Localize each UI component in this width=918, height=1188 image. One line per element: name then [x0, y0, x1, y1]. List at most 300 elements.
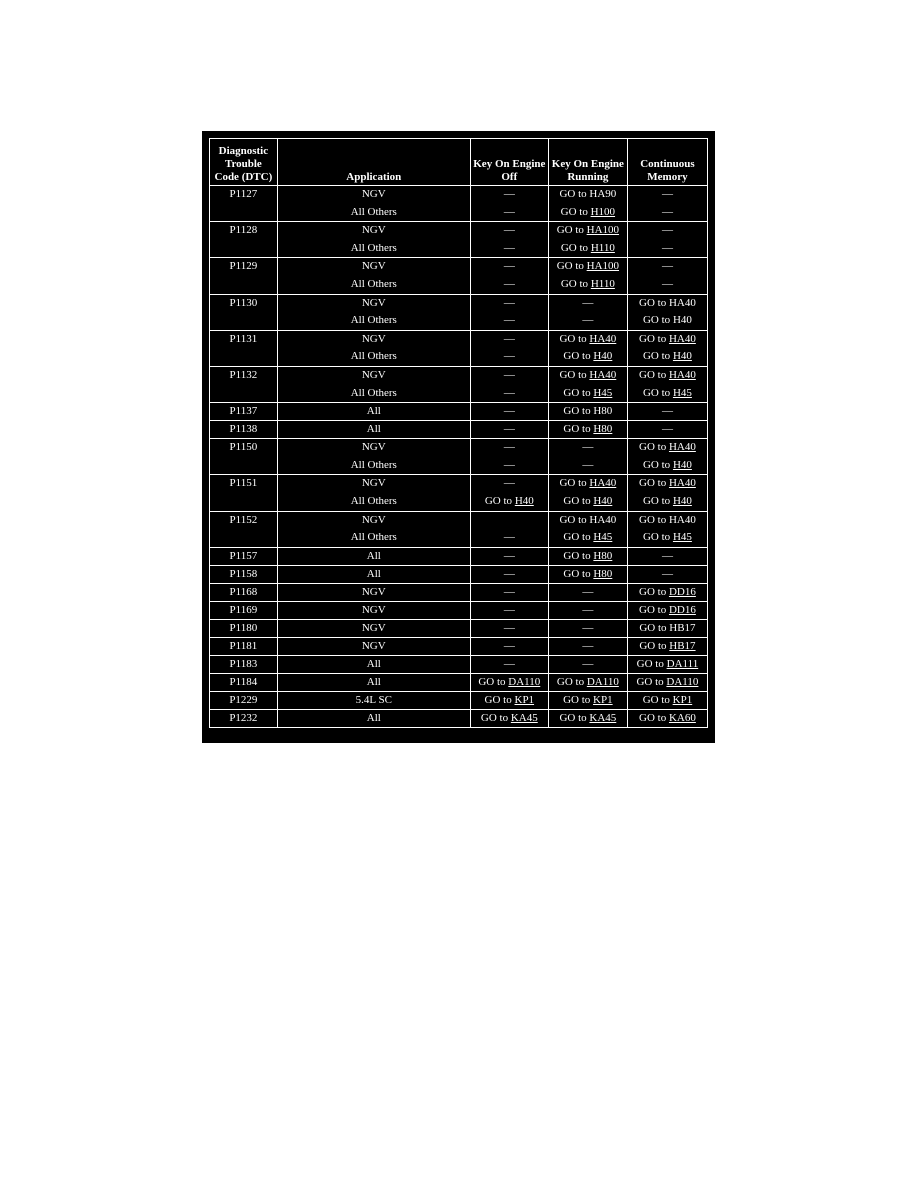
- dash-value: —: [503, 205, 515, 218]
- pinpoint-test-link[interactable]: HB17: [669, 639, 696, 652]
- application-cell: [277, 655, 470, 673]
- key-on-engine-running-cell: [548, 511, 627, 547]
- key-on-engine-off-line: [504, 640, 515, 652]
- table-row: [210, 258, 708, 294]
- go-to-label: GO to: [639, 477, 669, 490]
- pinpoint-test-link[interactable]: HA40: [668, 368, 696, 381]
- continuous-memory-line: [630, 258, 705, 276]
- pinpoint-test-link[interactable]: HA40: [668, 296, 696, 309]
- key-on-engine-running-line: [551, 439, 625, 457]
- continuous-memory-line: [630, 312, 705, 330]
- key-on-engine-running-line: [582, 640, 593, 652]
- dash-value: —: [503, 314, 515, 327]
- continuous-memory-cell: [627, 673, 707, 691]
- go-to-label: GO to: [478, 675, 509, 688]
- key-on-engine-running-line: [582, 586, 593, 598]
- application-cell: [277, 601, 470, 619]
- go-to-label: GO to: [560, 205, 591, 218]
- key-on-engine-running-line: [582, 622, 593, 634]
- key-on-engine-running-line: [551, 385, 625, 403]
- key-on-engine-running-cell: [548, 439, 627, 475]
- application-value: All: [366, 549, 381, 562]
- key-on-engine-running-line: [551, 493, 625, 511]
- dtc-code: P1129: [229, 260, 258, 273]
- continuous-memory-line: [639, 640, 695, 652]
- go-to-label: GO to: [639, 332, 669, 345]
- application-value: NGV: [361, 296, 386, 309]
- go-to-label: GO to: [642, 386, 673, 399]
- key-on-engine-running-line: [551, 457, 625, 475]
- key-on-engine-running-cell: [548, 366, 627, 402]
- table-row: [210, 673, 708, 691]
- pinpoint-test-link[interactable]: DD16: [668, 603, 696, 616]
- key-on-engine-off-line: [504, 622, 515, 634]
- application-value: NGV: [361, 224, 386, 237]
- go-to-label: GO to: [642, 531, 673, 544]
- pinpoint-test-link[interactable]: H40: [672, 350, 692, 363]
- key-on-engine-running-cell: [548, 403, 627, 421]
- go-to-label: GO to: [642, 314, 673, 327]
- go-to-label: GO to: [639, 441, 669, 454]
- continuous-memory-cell: [627, 619, 707, 637]
- continuous-memory-line: [630, 475, 705, 493]
- key-on-engine-off-line: [485, 694, 535, 706]
- continuous-memory-line: [662, 568, 673, 580]
- pinpoint-test-link[interactable]: HA40: [589, 513, 617, 526]
- pinpoint-test-link[interactable]: H100: [590, 205, 616, 218]
- dash-value: —: [503, 332, 515, 345]
- pinpoint-test-link[interactable]: KP1: [593, 693, 613, 706]
- go-to-label: GO to: [563, 567, 594, 580]
- header-key-on-engine-running: Key On Engine Running: [548, 139, 627, 186]
- dash-value: —: [582, 441, 594, 454]
- dtc-code-cell: [210, 583, 278, 601]
- table-row: [210, 366, 708, 402]
- go-to-label: GO to: [559, 188, 590, 200]
- pinpoint-test-link[interactable]: H110: [590, 241, 615, 254]
- dash-value: —: [503, 621, 515, 634]
- key-on-engine-running-cell: [548, 421, 627, 439]
- continuous-memory-cell: [627, 366, 707, 402]
- pinpoint-test-link[interactable]: H40: [672, 314, 692, 327]
- continuous-memory-cell: [627, 601, 707, 619]
- dash-value: —: [503, 188, 515, 200]
- dtc-code: P1158: [229, 567, 258, 580]
- continuous-memory-cell: [627, 421, 707, 439]
- go-to-label: GO to: [559, 477, 590, 490]
- pinpoint-test-link[interactable]: H45: [593, 386, 613, 399]
- dtc-code: P1152: [229, 513, 258, 526]
- dtc-code-cell: [210, 655, 278, 673]
- application-value: NGV: [361, 188, 386, 200]
- key-on-engine-off-line: [504, 604, 515, 616]
- pinpoint-test-link[interactable]: H45: [593, 531, 613, 544]
- application-value: All: [366, 405, 381, 418]
- pinpoint-test-link[interactable]: KA45: [589, 711, 617, 724]
- table-row: [210, 619, 708, 637]
- key-on-engine-off-line: [473, 529, 546, 547]
- dash-value: —: [503, 386, 515, 399]
- pinpoint-test-link[interactable]: H40: [672, 458, 692, 471]
- dash-value: —: [503, 477, 515, 490]
- continuous-memory-cell: [627, 709, 707, 727]
- application-cell: [277, 709, 470, 727]
- key-on-engine-running-cell: [548, 691, 627, 709]
- go-to-label: GO to: [639, 296, 669, 309]
- dash-value: —: [582, 621, 594, 634]
- dtc-code-cell: [210, 186, 278, 222]
- key-on-engine-off-line: [504, 586, 515, 598]
- continuous-memory-line: [643, 694, 693, 706]
- application-value: NGV: [361, 603, 386, 616]
- dash-value: —: [503, 458, 515, 471]
- key-on-engine-running-line: [557, 676, 619, 688]
- pinpoint-test-link[interactable]: HA40: [589, 332, 617, 345]
- application-value: All Others: [350, 458, 397, 471]
- pinpoint-test-link[interactable]: HA100: [586, 260, 620, 273]
- dash-value: —: [582, 657, 594, 670]
- header-application: Application: [277, 139, 470, 186]
- key-on-engine-off-cell: [470, 583, 548, 601]
- dash-value: —: [503, 224, 515, 237]
- dtc-code: P1229: [229, 693, 258, 706]
- table-row: [210, 294, 708, 330]
- key-on-engine-off-cell: [470, 186, 548, 222]
- continuous-memory-cell: [627, 655, 707, 673]
- application-cell: [277, 475, 470, 511]
- pinpoint-test-link[interactable]: HA40: [668, 513, 696, 526]
- application-cell: [277, 673, 470, 691]
- pinpoint-test-link[interactable]: H40: [593, 494, 613, 507]
- pinpoint-test-link[interactable]: HA40: [668, 441, 696, 454]
- dash-value: —: [503, 531, 515, 544]
- continuous-memory-line: [630, 204, 705, 222]
- application-cell: [277, 619, 470, 637]
- key-on-engine-off-line: [504, 423, 515, 435]
- key-on-engine-running-line: [582, 604, 593, 616]
- key-on-engine-off-cell: [470, 619, 548, 637]
- pinpoint-test-link[interactable]: KP1: [514, 693, 535, 706]
- key-on-engine-off-line: [504, 405, 515, 417]
- application-value: All Others: [350, 350, 397, 363]
- application-cell: [277, 637, 470, 655]
- continuous-memory-line: [630, 276, 705, 294]
- key-on-engine-off-line: [473, 295, 546, 313]
- key-on-engine-off-cell: [470, 258, 548, 294]
- key-on-engine-running-line: [551, 475, 625, 493]
- dash-value: —: [582, 296, 594, 309]
- dtc-code-cell: [210, 439, 278, 475]
- dtc-code-cell: [210, 601, 278, 619]
- key-on-engine-off-cell: [470, 565, 548, 583]
- dtc-code: P1132: [229, 368, 258, 381]
- go-to-label: GO to: [639, 711, 669, 724]
- dash-value: —: [661, 205, 673, 218]
- key-on-engine-running-line: [582, 658, 593, 670]
- pinpoint-test-link[interactable]: KP1: [672, 693, 693, 706]
- key-on-engine-running-cell: [548, 547, 627, 565]
- pinpoint-test-link[interactable]: H40: [593, 350, 613, 363]
- continuous-memory-cell: [627, 330, 707, 366]
- go-to-label: GO to: [559, 368, 590, 381]
- dtc-code-cell: [210, 222, 278, 258]
- continuous-memory-cell: [627, 547, 707, 565]
- dtc-code: P1128: [229, 224, 258, 237]
- go-to-label: GO to: [563, 494, 594, 507]
- key-on-engine-off-line: [473, 222, 546, 240]
- continuous-memory-cell: [627, 439, 707, 475]
- go-to-label: GO to: [559, 332, 590, 345]
- continuous-memory-line: [639, 604, 696, 616]
- pinpoint-test-link[interactable]: H80: [593, 423, 613, 436]
- dtc-code: P1180: [229, 621, 258, 634]
- go-to-label: GO to: [642, 350, 673, 363]
- continuous-memory-cell: [627, 294, 707, 330]
- application-value: All Others: [350, 277, 397, 290]
- continuous-memory-line: [630, 240, 705, 258]
- pinpoint-test-link[interactable]: HA40: [668, 477, 696, 490]
- dash-value: —: [503, 260, 515, 273]
- dash-value: —: [503, 241, 515, 254]
- dash-value: —: [503, 423, 515, 436]
- pinpoint-test-link[interactable]: KA60: [668, 711, 696, 724]
- continuous-memory-cell: [627, 186, 707, 222]
- go-to-label: GO to: [480, 711, 511, 724]
- dtc-code: P1127: [229, 188, 258, 200]
- pinpoint-test-link[interactable]: H80: [593, 549, 613, 562]
- dtc-code: P1181: [229, 639, 258, 652]
- table-header-row: [210, 139, 708, 186]
- key-on-engine-off-line: [473, 348, 546, 366]
- dash-value: —: [661, 423, 673, 436]
- key-on-engine-running-cell: [548, 601, 627, 619]
- dtc-code-cell: [210, 673, 278, 691]
- pinpoint-test-link[interactable]: H45: [672, 531, 692, 544]
- go-to-label: GO to: [639, 513, 669, 526]
- go-to-label: GO to: [639, 621, 670, 634]
- dtc-code-cell: [210, 294, 278, 330]
- key-on-engine-running-line: [551, 331, 625, 349]
- key-on-engine-running-cell: [548, 294, 627, 330]
- table-row: [210, 565, 708, 583]
- pinpoint-test-link[interactable]: DA110: [586, 675, 619, 688]
- application-value: All: [366, 657, 381, 670]
- key-on-engine-running-line: [551, 276, 625, 294]
- application-value: All Others: [350, 531, 397, 544]
- pinpoint-test-link[interactable]: HA40: [589, 368, 617, 381]
- go-to-label: GO to: [563, 531, 594, 544]
- application-cell: [277, 547, 470, 565]
- application-value: All Others: [350, 386, 397, 399]
- go-to-label: GO to: [636, 675, 667, 688]
- key-on-engine-running-cell: [548, 673, 627, 691]
- application-cell: [277, 186, 470, 222]
- go-to-label: GO to: [560, 277, 591, 290]
- pinpoint-test-link[interactable]: HA40: [589, 477, 617, 490]
- dash-value: —: [661, 188, 673, 200]
- key-on-engine-off-line: [473, 258, 546, 276]
- table-row: [210, 547, 708, 565]
- pinpoint-test-link[interactable]: HB17: [669, 621, 696, 634]
- key-on-engine-running-line: [551, 258, 625, 276]
- pinpoint-test-link[interactable]: H80: [593, 567, 613, 580]
- key-on-engine-off-line: [473, 312, 546, 330]
- table-row: [210, 330, 708, 366]
- application-cell: [277, 583, 470, 601]
- table-row: [210, 601, 708, 619]
- key-on-engine-running-line: [551, 222, 625, 240]
- pinpoint-test-link[interactable]: DD16: [668, 585, 696, 598]
- key-on-engine-running-cell: [548, 258, 627, 294]
- dtc-code-cell: [210, 403, 278, 421]
- go-to-label: GO to: [556, 224, 587, 237]
- key-on-engine-off-cell: [470, 366, 548, 402]
- dash-value: —: [582, 314, 594, 327]
- pinpoint-test-link[interactable]: HA90: [589, 188, 617, 200]
- key-on-engine-off-cell: [470, 673, 548, 691]
- table-row: [210, 222, 708, 258]
- dtc-code-cell: [210, 619, 278, 637]
- key-on-engine-running-line: [563, 550, 612, 562]
- key-on-engine-off-line: [504, 568, 515, 580]
- application-value: All: [366, 567, 381, 580]
- key-on-engine-running-cell: [548, 475, 627, 511]
- application-value: All: [366, 423, 381, 436]
- pinpoint-test-link[interactable]: H40: [672, 494, 692, 507]
- application-value: NGV: [361, 260, 386, 273]
- key-on-engine-off-line: [473, 475, 546, 493]
- continuous-memory-cell: [627, 511, 707, 547]
- application-cell: [277, 511, 470, 547]
- key-on-engine-running-cell: [548, 655, 627, 673]
- table-row: [210, 403, 708, 421]
- go-to-label: GO to: [563, 693, 594, 706]
- continuous-memory-cell: [627, 691, 707, 709]
- pinpoint-test-link[interactable]: HA100: [586, 224, 620, 237]
- dtc-code-cell: [210, 421, 278, 439]
- application-cell: [277, 439, 470, 475]
- key-on-engine-running-cell: [548, 637, 627, 655]
- application-cell: [277, 366, 470, 402]
- pinpoint-test-link[interactable]: H40: [514, 494, 534, 507]
- key-on-engine-running-line: [551, 204, 625, 222]
- pinpoint-test-link[interactable]: H45: [672, 386, 692, 399]
- go-to-label: GO to: [636, 657, 667, 670]
- pinpoint-test-link[interactable]: DA110: [666, 675, 699, 688]
- key-on-engine-running-line: [551, 312, 625, 330]
- dtc-code: P1157: [229, 549, 258, 562]
- key-on-engine-running-cell: [548, 186, 627, 222]
- dtc-code: P1130: [229, 296, 258, 309]
- application-value: All: [366, 675, 381, 688]
- key-on-engine-running-line: [563, 568, 612, 580]
- dtc-code-cell: [210, 258, 278, 294]
- go-to-label: GO to: [556, 675, 587, 688]
- application-value: All Others: [350, 241, 397, 254]
- table-row: [210, 511, 708, 547]
- key-on-engine-off-cell: [470, 330, 548, 366]
- dtc-code-cell: [210, 547, 278, 565]
- table-row: [210, 475, 708, 511]
- application-cell: [277, 222, 470, 258]
- key-on-engine-off-cell: [470, 691, 548, 709]
- pinpoint-test-link[interactable]: H80: [593, 405, 613, 418]
- continuous-memory-cell: [627, 583, 707, 601]
- continuous-memory-line: [630, 512, 705, 530]
- key-on-engine-off-line: [473, 331, 546, 349]
- continuous-memory-line: [637, 658, 699, 670]
- table-row: [210, 691, 708, 709]
- dash-value: —: [503, 441, 515, 454]
- dash-value: —: [661, 277, 673, 290]
- dash-value: —: [503, 567, 515, 580]
- application-cell: [277, 258, 470, 294]
- key-on-engine-off-line: [473, 276, 546, 294]
- go-to-label: GO to: [639, 368, 669, 381]
- pinpoint-test-link[interactable]: H110: [590, 277, 615, 290]
- dash-value: —: [661, 224, 673, 237]
- key-on-engine-off-cell: [470, 294, 548, 330]
- go-to-label: GO to: [559, 711, 590, 724]
- dtc-code: P1168: [229, 585, 258, 598]
- key-on-engine-off-line: [473, 439, 546, 457]
- application-value: NGV: [361, 513, 386, 526]
- header-key-on-engine-off: Key On Engine Off: [470, 139, 548, 186]
- key-on-engine-off-cell: [470, 655, 548, 673]
- key-on-engine-off-line: [473, 186, 546, 204]
- dash-value: —: [503, 549, 515, 562]
- key-on-engine-off-line: [473, 204, 546, 222]
- dtc-code: P1131: [229, 332, 258, 345]
- continuous-memory-cell: [627, 637, 707, 655]
- continuous-memory-line: [630, 295, 705, 313]
- continuous-memory-line: [662, 550, 673, 562]
- application-value: 5.4L SC: [355, 693, 392, 706]
- pinpoint-test-link[interactable]: HA40: [668, 332, 696, 345]
- application-value: NGV: [361, 621, 386, 634]
- pinpoint-test-link[interactable]: DA111: [666, 657, 699, 670]
- continuous-memory-line: [639, 712, 696, 724]
- dtc-code-cell: [210, 565, 278, 583]
- go-to-label: GO to: [559, 513, 590, 526]
- dtc-code: P1184: [229, 675, 258, 688]
- table-body: [210, 186, 708, 728]
- pinpoint-test-link[interactable]: DA110: [508, 675, 541, 688]
- key-on-engine-running-cell: [548, 565, 627, 583]
- key-on-engine-running-line: [551, 186, 625, 204]
- key-on-engine-running-line: [563, 423, 612, 435]
- application-value: All Others: [350, 205, 397, 218]
- go-to-label: GO to: [639, 639, 670, 652]
- key-on-engine-running-cell: [548, 619, 627, 637]
- continuous-memory-cell: [627, 565, 707, 583]
- dtc-table: [209, 138, 708, 728]
- go-to-label: GO to: [484, 494, 515, 507]
- continuous-memory-line: [630, 186, 705, 204]
- go-to-label: GO to: [642, 458, 673, 471]
- continuous-memory-cell: [627, 475, 707, 511]
- continuous-memory-cell: [627, 222, 707, 258]
- dtc-code: P1151: [229, 477, 258, 490]
- pinpoint-test-link[interactable]: KA45: [510, 711, 538, 724]
- continuous-memory-line: [639, 622, 695, 634]
- key-on-engine-off-line: [473, 240, 546, 258]
- dash-value: —: [503, 350, 515, 363]
- application-value: All Others: [350, 314, 397, 327]
- dash-value: —: [503, 657, 515, 670]
- go-to-label: GO to: [563, 350, 594, 363]
- dash-value: —: [582, 458, 594, 471]
